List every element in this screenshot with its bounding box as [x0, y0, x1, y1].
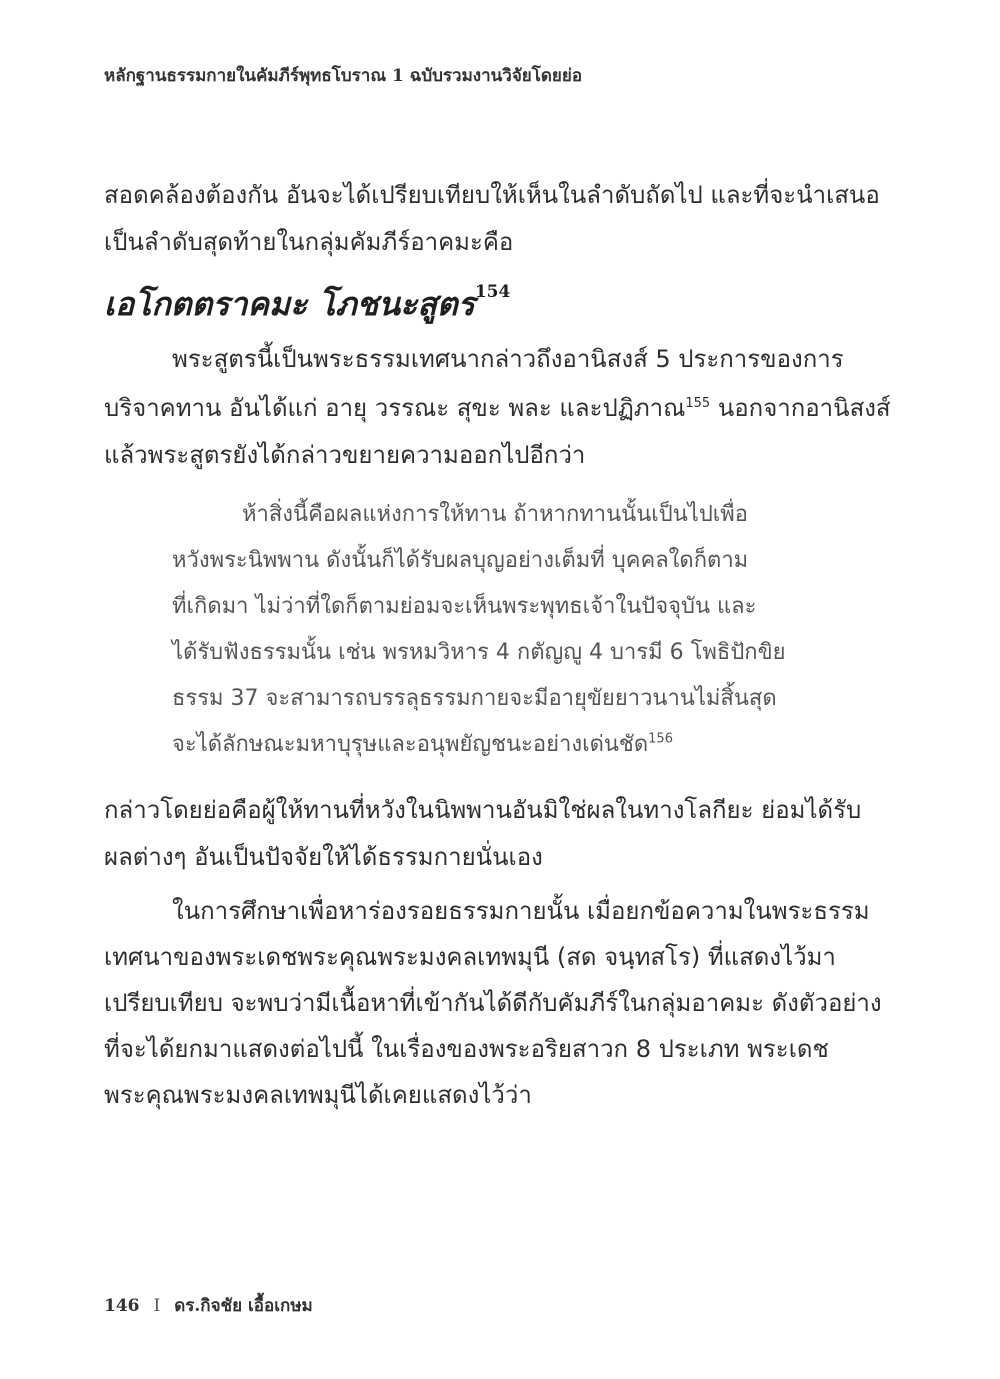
paragraph-2-line-2 [104, 393, 891, 423]
paragraph-2-line-1: พระสูตรนี้เป็นพระธรรมเทศนากล่าวถึงอานิสงส์ 5 ประการของการ [172, 345, 844, 373]
quote-line-6 [172, 730, 673, 760]
quote-line-3: ที่เกิดมา ไม่ว่าที่ใดก็ตามย่อมจะเห็นพระพุทธเจ้าในปัจจุบัน และ [172, 594, 757, 619]
page-number: 146 [104, 1296, 140, 1316]
section-title: เอโกตตราคมะ โภชนะสูตร [104, 285, 475, 323]
footnote-ref-154: 154 [474, 282, 511, 303]
quote-line-2: หวังพระนิพพาน ดังนั้นก็ได้รับผลบุญอย่างเต็มที่ บุคคลใดก็ตาม [172, 548, 749, 573]
paragraph-4-line-1: ในการศึกษาเพื่อหาร่องรอยธรรมกายนั้น เมื่อยกข้อความในพระธรรม [172, 897, 870, 925]
footer-separator: I [153, 1296, 161, 1316]
paragraph-4-line-2: เทศนาของพระเดชพระคุณพระมงคลเทพมุนี (สด จนฺทสโร) ที่แสดงไว้มา [104, 943, 836, 971]
footnote-ref-156: 156 [648, 731, 673, 747]
section-heading [104, 284, 510, 324]
paragraph-4-line-3: เปรียบเทียบ จะพบว่ามีเนื้อหาที่เข้ากันได้ดีกับคัมภีร์ในกลุ่มอาคมะ ดังตัวอย่าง [104, 989, 882, 1017]
paragraph-3-line-2: ผลต่างๆ อันเป็นปัจจัยให้ได้ธรรมกายนั่นเอง [104, 843, 543, 871]
quote-line-6-text: จะได้ลักษณะมหาบุรุษและอนุพยัญชนะอย่างเด่นชัด [172, 732, 649, 757]
quote-line-1: ห้าสิ่งนี้คือผลแห่งการให้ทาน ถ้าหากทานนั้นเป็นไปเพื่อ [242, 502, 749, 527]
paragraph-3-line-1: กล่าวโดยย่อคือผู้ให้ทานที่หวังในนิพพานอันมิใช่ผลในทางโลกียะ ย่อมได้รับ [104, 796, 862, 824]
quote-line-5: ธรรม 37 จะสามารถบรรลุธรรมกายจะมีอายุขัยยาวนานไม่สิ้นสุด [172, 686, 777, 711]
paragraph-1-line-2: เป็นลำดับสุดท้ายในกลุ่มคัมภีร์อาคมะคือ [104, 228, 514, 256]
quote-line-4: ได้รับฟังธรรมนั้น เช่น พรหมวิหาร 4 กตัญญู 4 บารมี 6 โพธิปักขิย [172, 640, 786, 665]
paragraph-1-line-1: สอดคล้องต้องกัน อันจะได้เปรียบเทียบให้เห็นในลำดับถัดไป และที่จะนำเสนอ [104, 181, 880, 209]
paragraph-2-line-2-rest: นอกจากอานิสงส์ [710, 394, 891, 422]
paragraph-2-line-3: แล้วพระสูตรยังได้กล่าวขยายความออกไปอีกว่า [104, 441, 586, 469]
paragraph-4-line-5: พระคุณพระมงคลเทพมุนีได้เคยแสดงไว้ว่า [104, 1081, 532, 1109]
page-footer [104, 1292, 313, 1319]
paragraph-2-line-2-text: บริจาคทาน อันได้แก่ อายุ วรรณะ สุขะ พละ และปฏิภาณ [104, 394, 686, 422]
footnote-ref-155: 155 [685, 396, 711, 411]
paragraph-4-line-4: ที่จะได้ยกมาแสดงต่อไปนี้ ในเรื่องของพระอริยสาวก 8 ประเภท พระเดช [104, 1035, 829, 1063]
running-header: หลักฐานธรรมกายในคัมภีร์พุทธโบราณ 1 ฉบับรวมงานวิจัยโดยย่อ [104, 66, 583, 86]
author-name: ดร.กิจชัย เอื้อเกษม [174, 1296, 313, 1316]
